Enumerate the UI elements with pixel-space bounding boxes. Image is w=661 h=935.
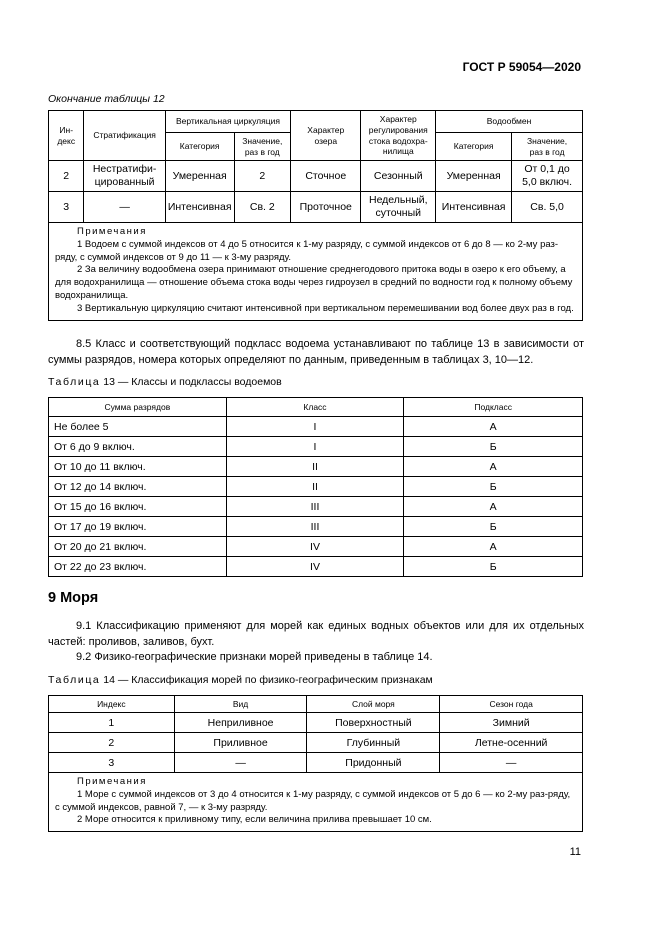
table-cell: Б: [404, 557, 583, 577]
table-cell: 3: [49, 753, 175, 773]
table-cell: Св. 2: [234, 192, 291, 223]
table-14: [48, 695, 583, 832]
table-row: [49, 192, 583, 223]
header-stratification: Стратификация: [84, 111, 165, 161]
table-row: [49, 557, 583, 577]
table-cell: Сточное: [291, 161, 361, 192]
table-cell: От 22 до 23 включ.: [49, 557, 227, 577]
table-cell: 2: [234, 161, 291, 192]
header-vc-value: Значение, раз в год: [234, 133, 291, 161]
table-cell: От 10 до 11 включ.: [49, 457, 227, 477]
header-lake-character: Характер озера: [291, 111, 361, 161]
header-sea-layer: Слой моря: [307, 696, 440, 713]
header-vertical-circulation: Вертикальная циркуляция: [165, 111, 290, 133]
table-row: [49, 457, 583, 477]
table-cell: А: [404, 417, 583, 437]
table-row: [49, 477, 583, 497]
table-cell: 2: [49, 161, 84, 192]
header-class: Класс: [226, 398, 404, 417]
paragraph-9-2: 9.2 Физико-географические признаки морей приведены в таблице 14.: [76, 651, 433, 663]
table-cell: —: [84, 192, 165, 223]
table-cell: III: [226, 517, 404, 537]
table-cell: I: [226, 417, 404, 437]
table-cell: А: [404, 457, 583, 477]
table13-caption: Таблица 13 — Классы и подклассы водоемов: [48, 376, 282, 388]
table-cell: Умеренная: [165, 161, 234, 192]
table-cell: —: [440, 753, 583, 773]
standard-designation: ГОСТ Р 59054—2020: [462, 60, 581, 74]
note-item: 2 За величину водообмена озера принимают отношение среднегодового притока воды в озеро к его объему, а для водохранилища — отношение объема стока воды через гидроузел в средний по водности год к полному объему водохранилища.: [55, 264, 573, 302]
table-cell: От 20 до 21 включ.: [49, 537, 227, 557]
paragraph-9-1: 9.1 Классификацию применяют для морей как единых водных объектов или для их отдельных частей: проливов, заливов, бухт.: [48, 620, 584, 648]
table-cell: Зимний: [440, 713, 583, 733]
header-kind: Вид: [174, 696, 307, 713]
table-cell: —: [174, 753, 307, 773]
header-index: Ин- декс: [49, 111, 84, 161]
table12-notes: [49, 223, 583, 321]
table-cell: Умеренная: [436, 161, 512, 192]
table-cell: А: [404, 497, 583, 517]
table-row: [49, 733, 583, 753]
table-cell: Интенсивная: [165, 192, 234, 223]
header-subclass: Подкласс: [404, 398, 583, 417]
table-cell: Б: [404, 437, 583, 457]
header-season: Сезон года: [440, 696, 583, 713]
table-row: [49, 517, 583, 537]
table-cell: От 15 до 16 включ.: [49, 497, 227, 517]
section-9-heading: 9 Моря: [48, 590, 99, 606]
notes-title: Примечания: [77, 226, 147, 237]
header-index: Индекс: [49, 696, 175, 713]
table-cell: Б: [404, 517, 583, 537]
table-cell: Не более 5: [49, 417, 227, 437]
header-sum: Сумма разрядов: [49, 398, 227, 417]
table-cell: Проточное: [291, 192, 361, 223]
table-cell: Поверхностный: [307, 713, 440, 733]
header-ex-value: Значение, раз в год: [512, 133, 583, 161]
table-cell: От 0,1 до 5,0 включ.: [512, 161, 583, 192]
table-cell: Приливное: [174, 733, 307, 753]
table-row: [49, 437, 583, 457]
table-row: [49, 713, 583, 733]
table-row: [49, 497, 583, 517]
table-row: [49, 417, 583, 437]
table-row: [49, 753, 583, 773]
note-item: 1 Море с суммой индексов от 3 до 4 относится к 1-му разряду, с суммой индексов от 5 до 6 — ко 2-му раз-ряду, с суммой индексов, равной 7, — к 3-му разряду.: [55, 788, 571, 813]
table-cell: Сезонный: [361, 161, 436, 192]
table-cell: Придонный: [307, 753, 440, 773]
table-cell: I: [226, 437, 404, 457]
table-cell: А: [404, 537, 583, 557]
table-12: [48, 110, 583, 321]
table-cell: IV: [226, 557, 404, 577]
note-item: 1 Водоем с суммой индексов от 4 до 5 относится к 1-му разряду, с суммой индексов от 6 до 8 — ко 2-му раз-ряду, с суммой индексов от 9 до 11 — к 3-му разряду.: [55, 238, 559, 263]
notes-title: Примечания: [77, 776, 147, 787]
note-item: 3 Вертикальную циркуляцию считают интенсивной при вертикальном перемешивании вод более двух раз в год.: [77, 302, 574, 314]
table-cell: От 12 до 14 включ.: [49, 477, 227, 497]
table-cell: IV: [226, 537, 404, 557]
paragraph-8-5: 8.5 Класс и соответствующий подкласс водоема устанавливают по таблице 13 в зависимости от суммы разрядов, номера которых определяют по данным, приведенным в таблицах 3, 10—12.: [48, 338, 584, 366]
header-regulation: Характер регулирования стока водохра- нилища: [361, 111, 436, 161]
header-vc-category: Категория: [165, 133, 234, 161]
table12-continuation-label: Окончание таблицы 12: [48, 93, 165, 105]
table-row: [49, 161, 583, 192]
table14-notes: [49, 773, 583, 832]
header-water-exchange: Водообмен: [436, 111, 583, 133]
table-row: [49, 537, 583, 557]
table-cell: 1: [49, 713, 175, 733]
header-ex-category: Категория: [436, 133, 512, 161]
table-cell: Св. 5,0: [512, 192, 583, 223]
table-13: [48, 397, 583, 577]
table-cell: Глубинный: [307, 733, 440, 753]
table-cell: 3: [49, 192, 84, 223]
table-cell: Нестратифи- цированный: [84, 161, 165, 192]
table-cell: От 17 до 19 включ.: [49, 517, 227, 537]
table-cell: II: [226, 477, 404, 497]
table-cell: Летне-осенний: [440, 733, 583, 753]
table-cell: Интенсивная: [436, 192, 512, 223]
table-cell: Б: [404, 477, 583, 497]
note-item: 2 Море относится к приливному типу, если величина прилива превышает 10 см.: [77, 814, 432, 826]
table-cell: 2: [49, 733, 175, 753]
table-cell: Недельный, суточный: [361, 192, 436, 223]
table14-caption: Таблица 14 — Классификация морей по физико-географическим признакам: [48, 674, 433, 686]
table-cell: Неприливное: [174, 713, 307, 733]
table-cell: III: [226, 497, 404, 517]
table-cell: От 6 до 9 включ.: [49, 437, 227, 457]
table-cell: II: [226, 457, 404, 477]
page-number: 11: [569, 846, 581, 858]
